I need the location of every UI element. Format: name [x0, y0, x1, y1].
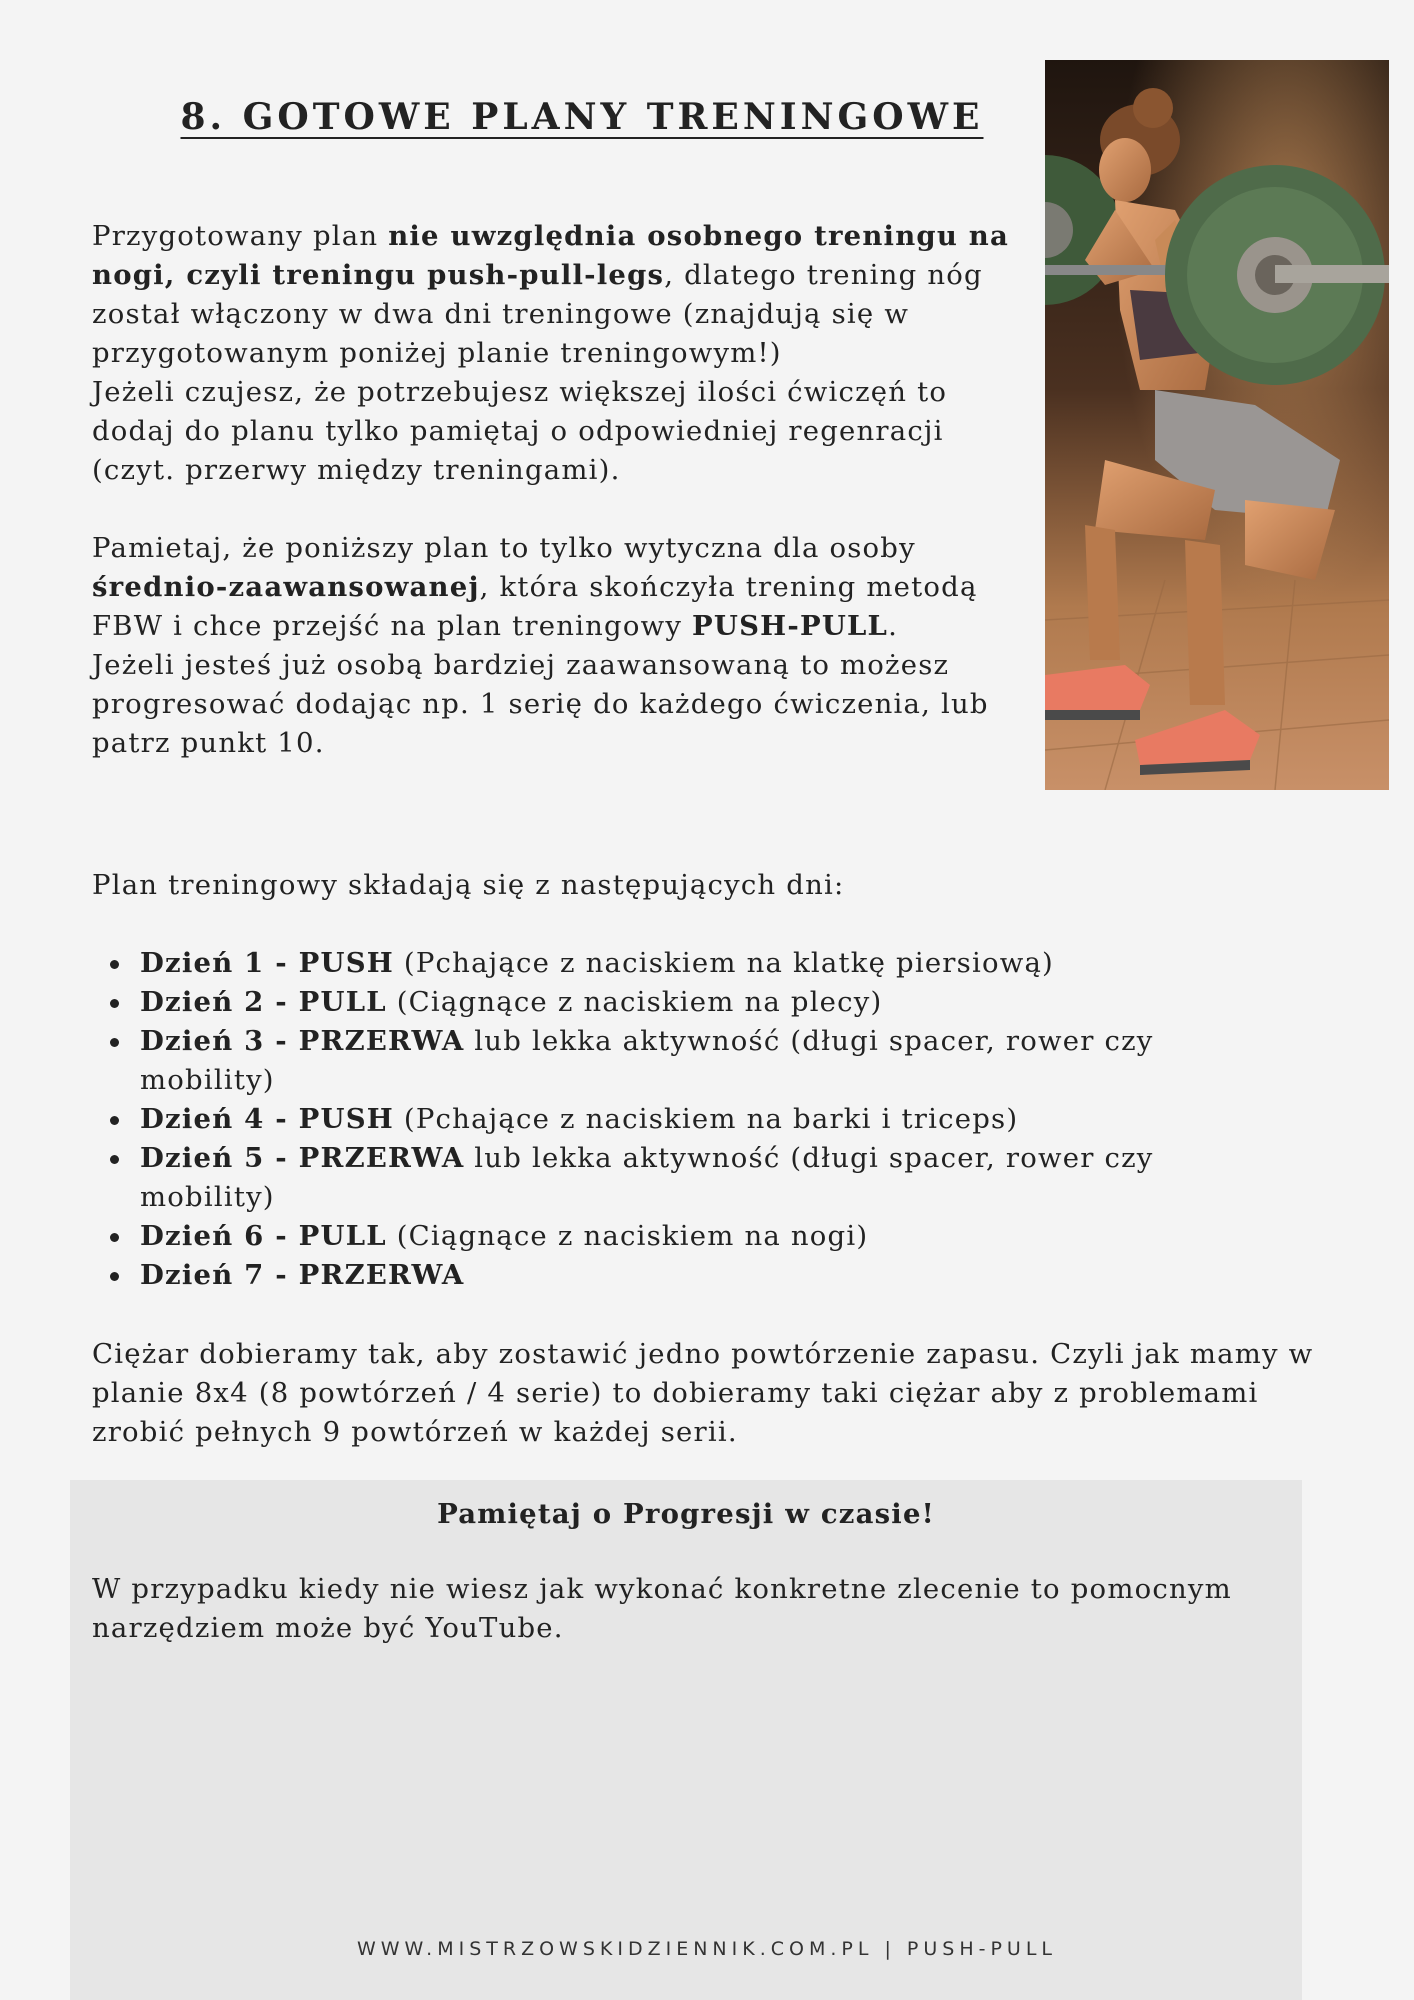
bullet-icon	[110, 999, 119, 1008]
day-description: (Ciągnące z naciskiem na nogi)	[386, 1220, 869, 1252]
plan-intro: Plan treningowy składają się z następujących dni:	[92, 869, 845, 901]
footer: WWW.MISTRZOWSKIDZIENNIK.COM.PL | PUSH-PULL	[356, 1938, 1058, 1960]
intro-paragraph-2: Jeżeli czujesz, że potrzebujesz większej ilości ćwiczęń to dodaj do planu tylko pamiętaj o odpowiedniej regenracji (czyt. przerwy między treningami).	[92, 376, 948, 486]
bullet-icon	[110, 960, 119, 969]
weight-selection-text: Ciężar dobieramy tak, aby zostawić jedno powtórzenie zapasu. Czyli jak mamy w planie 8x4 (8 powtórzeń / 4 serie) to dobieramy taki ciężar aby z problemami zrobić pełnych 9 powtórzeń w każdej serii.	[92, 1338, 1314, 1448]
day-description: (Pchające z naciskiem na barki i triceps)	[393, 1103, 1019, 1135]
progression-box	[70, 1480, 1302, 2000]
day-label: Dzień 1 - PUSH	[140, 947, 394, 979]
intro-p3-bold-level: średnio-zaawansowanej	[92, 571, 480, 603]
progression-box-title: Pamiętaj o Progresji w czasie!	[437, 1498, 935, 1530]
squat-photo	[1045, 60, 1389, 790]
day-description: lub lekka aktywność (długi spacer, rower czy mobility)	[140, 1025, 1154, 1096]
bullet-icon	[110, 1038, 119, 1047]
list-item	[100, 1139, 1200, 1217]
intro-paragraph-3	[92, 529, 1022, 646]
page-title: 8. GOTOWE PLANY TRENINGOWE	[180, 96, 984, 138]
intro-paragraph-1	[92, 217, 1022, 373]
intro-p3-text-mid: , która skończyła trening metodą FBW i chce przejść na plan treningowy	[92, 571, 978, 642]
bullet-icon	[110, 1116, 119, 1125]
bullet-icon	[110, 1155, 119, 1164]
intro-section	[92, 217, 1022, 763]
intro-p1-text: Przygotowany plan	[92, 220, 389, 252]
intro-paragraph-4: Jeżeli jesteś już osobą bardziej zaawansowaną to możesz progresować dodając np. 1 serię do każdego ćwiczenia, lub patrz punkt 10.	[92, 649, 989, 759]
list-item	[100, 983, 1200, 1022]
bullet-icon	[110, 1233, 119, 1242]
bullet-icon	[110, 1272, 119, 1281]
day-description: (Ciągnące z naciskiem na plecy)	[386, 986, 883, 1018]
day-label: Dzień 5 - PRZERWA	[140, 1142, 465, 1174]
day-label: Dzień 4 - PUSH	[140, 1103, 394, 1135]
intro-p3-text: Pamietaj, że poniższy plan to tylko wytyczna dla osoby	[92, 532, 916, 564]
intro-p1-text-end: , dlatego trening nóg został włączony w dwa dni treningowe (znajdują się w przygotowanym poniżej planie treningowym!)	[92, 259, 983, 369]
day-label: Dzień 6 - PULL	[140, 1220, 387, 1252]
training-days-list	[100, 944, 1200, 1295]
day-label: Dzień 3 - PRZERWA	[140, 1025, 465, 1057]
day-description: lub lekka aktywność (długi spacer, rower czy mobility)	[140, 1142, 1154, 1213]
list-item	[100, 1256, 1200, 1295]
intro-p3-text-end: .	[888, 610, 899, 642]
list-item	[100, 944, 1200, 983]
day-label: Dzień 2 - PULL	[140, 986, 387, 1018]
day-label: Dzień 7 - PRZERWA	[140, 1259, 465, 1291]
intro-p3-bold-plan: PUSH-PULL	[692, 610, 889, 642]
list-item	[100, 1100, 1200, 1139]
intro-p1-bold: nie uwzględnia osobnego treningu na nogi, czyli treningu push-pull-legs	[92, 220, 1010, 291]
progression-box-text: W przypadku kiedy nie wiesz jak wykonać konkretne zlecenie to pomocnym narzędziem może być YouTube.	[92, 1573, 1232, 1644]
list-item	[100, 1022, 1200, 1100]
list-item	[100, 1217, 1200, 1256]
day-description: (Pchające z naciskiem na klatkę piersiową)	[393, 947, 1054, 979]
